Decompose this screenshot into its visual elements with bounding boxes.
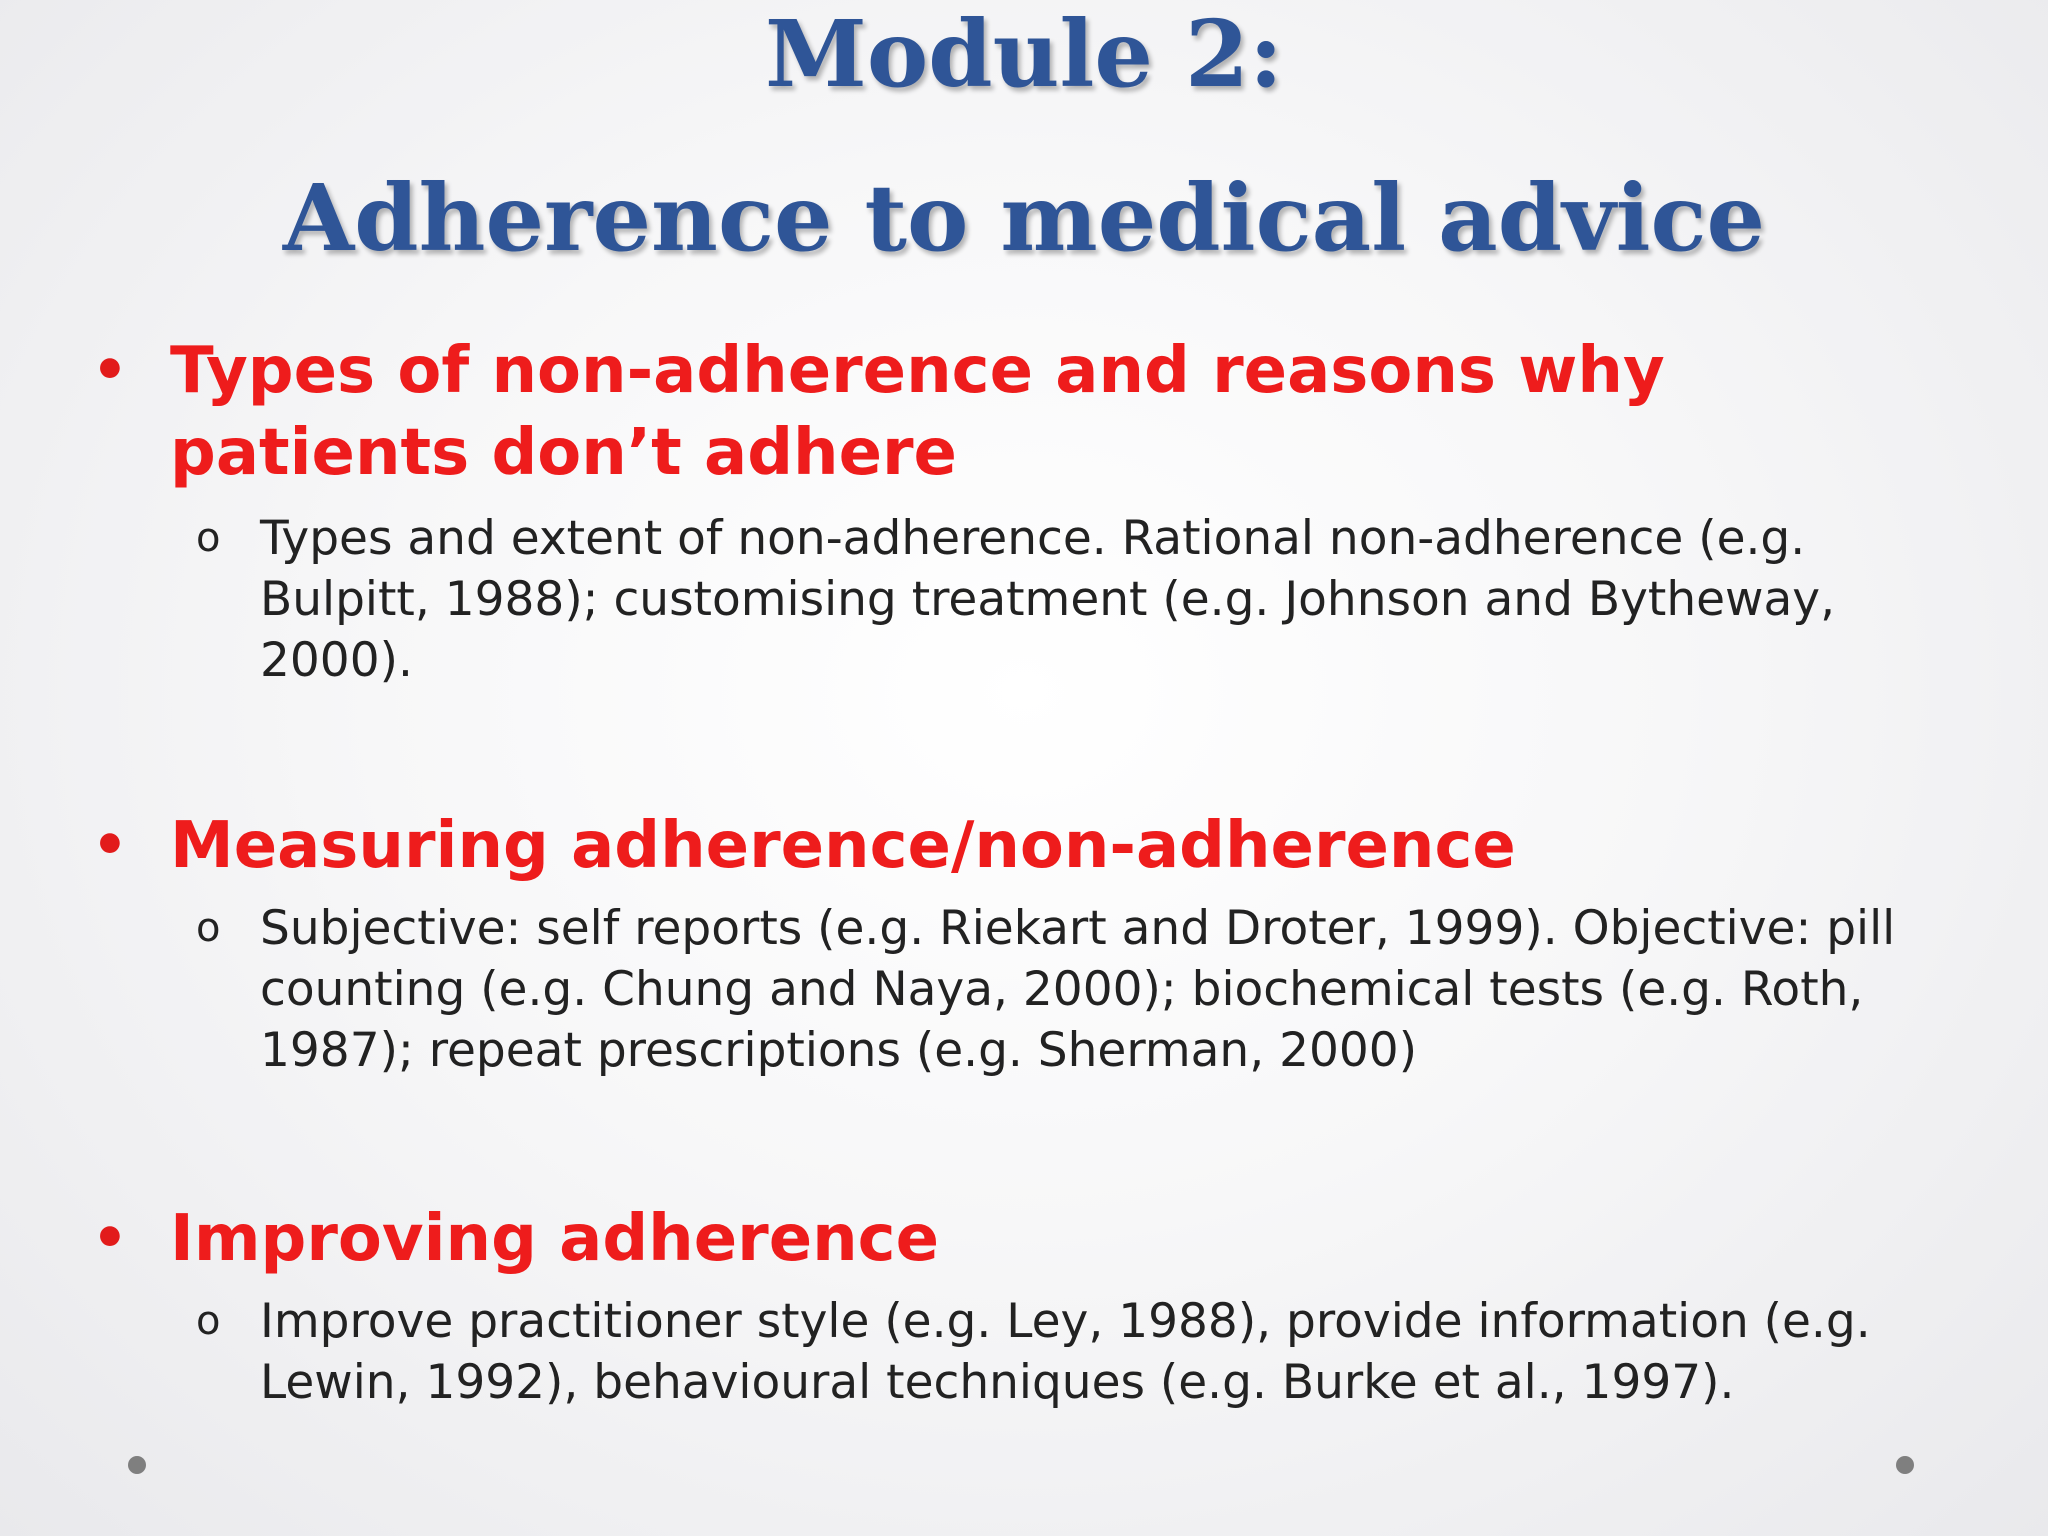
bullet-dot bbox=[92, 330, 122, 412]
bullet-heading: Types of non-adherence and reasons why patients don’t adhere bbox=[170, 334, 1665, 490]
sub-bullet-text: Improve practitioner style (e.g. Ley, 1988), provide information (e.g. Lewin, 1992), behavioural techniques (e.g. Burke et al., 1997). bbox=[260, 1294, 1871, 1410]
bullet-heading: Measuring adherence/non-adherence bbox=[170, 809, 1516, 883]
slide-title-line-2: Adherence to medical advice bbox=[282, 164, 1766, 272]
sub-bullet-marker: o bbox=[196, 515, 221, 561]
bullet-dot bbox=[92, 805, 122, 887]
sub-bullet-text: Types and extent of non-adherence. Rational non-adherence (e.g. Bulpitt, 1988); customising treatment (e.g. Johnson and Bytheway, 2000). bbox=[260, 511, 1836, 688]
sub-bullet-marker: o bbox=[196, 1298, 221, 1344]
decorative-dot-left bbox=[128, 1456, 146, 1474]
sub-bullet-marker: o bbox=[196, 905, 221, 951]
decorative-dot-right bbox=[1896, 1456, 1914, 1474]
bullet-dot bbox=[92, 1198, 122, 1280]
slide-title-line-1: Module 2: bbox=[765, 0, 1283, 108]
sub-bullet-text: Subjective: self reports (e.g. Riekart and Droter, 1999). Objective: pill counting (e.g. Chung and Naya, 2000); biochemical tests (e.g. Roth, 1987); repeat prescriptions (e.g. Sherman, 2000) bbox=[260, 901, 1896, 1078]
bullet-heading: Improving adherence bbox=[170, 1202, 939, 1276]
